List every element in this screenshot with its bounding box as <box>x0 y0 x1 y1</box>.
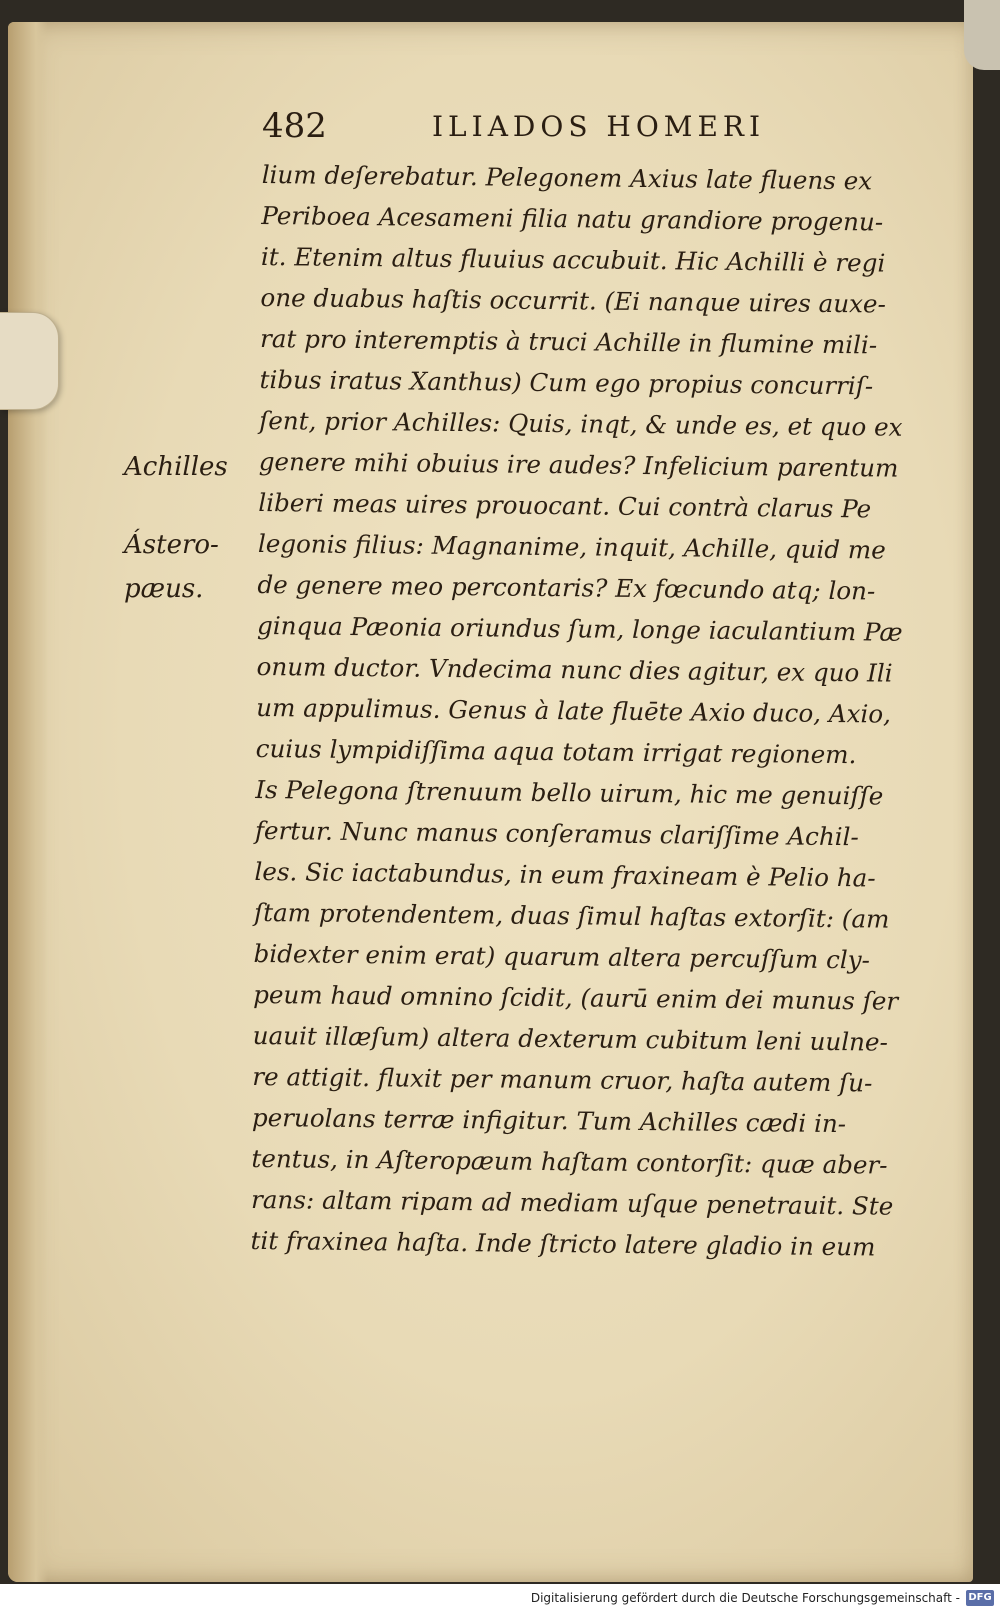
margin-note-achilles: Achilles <box>124 452 228 482</box>
page-header <box>262 106 822 150</box>
text-line: Periboea Acesameni filia natu grandiore progenu- <box>261 200 884 237</box>
dfg-logo-icon: DFG <box>966 1590 994 1606</box>
text-line: legonis filius: Magnanime, inquit, Achille, quid me <box>257 528 886 565</box>
text-line: rans: altam ripam ad mediam uſque penetrauit. Ste <box>250 1184 894 1221</box>
text-line: liberi meas uires prouocant. Cui contrà clarus Pe <box>258 487 872 524</box>
text-line: tit fraxinea haſta. Inde ſtricto latere gladio in eum <box>250 1225 876 1262</box>
text-line: les. Sic iactabundus, in eum fraxineam è Pelio ha- <box>254 856 876 893</box>
text-line: bidexter enim erat) quarum altera percuſſum cly- <box>253 938 871 975</box>
text-line: uauit illæſum) altera dexterum cubitum leni uulne- <box>252 1020 889 1057</box>
text-line: ginqua Pæonia oriundus ſum, longe iaculantium Pæ <box>256 610 903 647</box>
text-line: rat pro interemptis à truci Achille in flumine mili- <box>259 323 878 360</box>
text-line: cuius lympidiſſima aqua totam irrigat regionem. <box>255 733 857 770</box>
footer-credit: Digitalisierung gefördert durch die Deutsche Forschungsgemeinschaft - <box>530 1591 960 1605</box>
text-line: ſtam protendentem, duas ſimul haſtas extorſit: (am <box>253 897 890 934</box>
body-text <box>250 154 932 1268</box>
page-tab <box>0 312 59 410</box>
text-line: de genere meo percontaris? Ex fœcundo atq; lon- <box>257 569 876 606</box>
page-number: 482 <box>262 106 327 146</box>
text-line: ſent, prior Achilles: Quis, inqt, & unde es, et quo ex <box>259 405 903 442</box>
page-gutter-shadow <box>8 22 48 1582</box>
text-line: onum ductor. Vndecima nunc dies agitur, ex quo Ili <box>256 651 893 688</box>
text-line: Is Pelegona ſtrenuum bello uirum, hic me genuiſſe <box>255 774 884 811</box>
text-line: tentus, in Aſteropæum haſtam contorſit: quæ aber- <box>251 1143 888 1180</box>
text-line: it. Etenim altus fluuius accubuit. Hic Achilli è regi <box>260 241 886 278</box>
text-line: um appulimus. Genus à late fluēte Axio duco, Axio, <box>256 692 892 729</box>
margin-note-astero: Ástero- <box>124 530 219 560</box>
digitization-footer <box>0 1584 1000 1614</box>
running-head: ILIADOS HOMERI <box>432 110 766 143</box>
page-corner <box>964 0 1000 70</box>
text-line: peum haud omnino ſcidit, (aurū enim dei munus ſer <box>253 979 899 1016</box>
text-line: genere mihi obuius ire audes? Infelicium parentum <box>258 446 899 483</box>
text-line: one duabus haſtis occurrit. (Ei nanque uires auxe- <box>260 282 887 319</box>
text-line: peruolans terræ infigitur. Tum Achilles cædi in- <box>251 1102 847 1139</box>
text-line: tibus iratus Xanthus) Cum ego propius concurriſ- <box>259 364 874 401</box>
margin-note-paeus: pæus. <box>124 574 204 604</box>
text-line: re attigit. fluxit per manum cruor, haſta autem ſu- <box>252 1061 873 1098</box>
text-line: lium deſerebatur. Pelegonem Axius late fluens ex <box>261 159 873 196</box>
text-line: fertur. Nunc manus conſeramus clariſſime Achil- <box>254 815 859 852</box>
